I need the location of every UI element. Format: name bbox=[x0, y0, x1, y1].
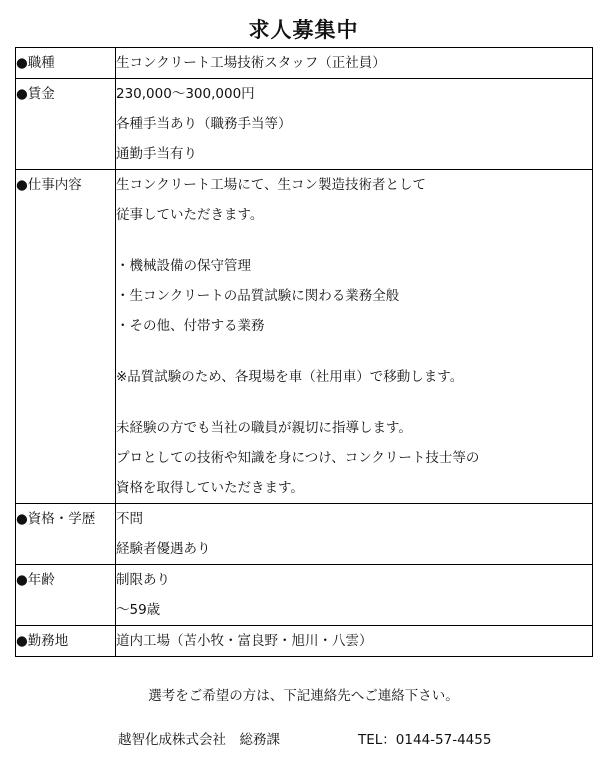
row-label: ●勤務地 bbox=[16, 626, 116, 657]
value-line: 230,000～300,000円 bbox=[116, 86, 255, 102]
row-value bbox=[116, 504, 593, 565]
value-line: 通勤手当有り bbox=[116, 146, 197, 162]
contact-message: 選考をご希望の方は、下記連絡先へご連絡下さい。 bbox=[148, 688, 459, 704]
table-row-qualifications bbox=[16, 504, 593, 565]
row-value bbox=[116, 626, 593, 657]
value-line: ・その他、付帯する業務 bbox=[116, 318, 265, 334]
value-line: プロとしての技術や知識を身につけ、コンクリート技士等の bbox=[116, 450, 480, 466]
phone-number: TEL：0144-57-4455 bbox=[358, 732, 492, 748]
table-row-job-description bbox=[16, 170, 593, 504]
table-row-job-type bbox=[16, 48, 593, 79]
row-label: ●職種 bbox=[16, 48, 116, 79]
table-row-wage bbox=[16, 79, 593, 170]
row-label: ●賃金 bbox=[16, 79, 116, 170]
row-label: ●資格・学歴 bbox=[16, 504, 116, 565]
row-value bbox=[116, 170, 593, 504]
value-line: 各種手当あり（職務手当等） bbox=[116, 116, 292, 132]
table-row-work-location bbox=[16, 626, 593, 657]
value-line: 生コンクリート工場技術スタッフ（正社員） bbox=[116, 55, 386, 71]
company-name: 越智化成株式会社 総務課 bbox=[118, 732, 280, 748]
value-line: ・生コンクリートの品質試験に関わる業務全般 bbox=[116, 288, 400, 304]
page-title: 求人募集中 bbox=[248, 18, 359, 42]
table-row-age bbox=[16, 565, 593, 626]
value-line: ・機械設備の保守管理 bbox=[116, 258, 251, 274]
value-line: 資格を取得していただきます。 bbox=[116, 480, 304, 496]
row-label: ●年齢 bbox=[16, 565, 116, 626]
row-label: ●仕事内容 bbox=[16, 170, 116, 504]
value-line: 経験者優遇あり bbox=[116, 541, 211, 557]
value-line: 生コンクリート工場にて、生コン製造技術者として bbox=[116, 177, 426, 193]
value-line: ～59歳 bbox=[116, 602, 161, 618]
value-line: 未経験の方でも当社の職員が親切に指導します。 bbox=[116, 420, 412, 436]
value-line: 道内工場（苫小牧・富良野・旭川・八雲） bbox=[116, 633, 373, 649]
row-value bbox=[116, 565, 593, 626]
job-details-table bbox=[15, 47, 593, 657]
row-value bbox=[116, 79, 593, 170]
row-value bbox=[116, 48, 593, 79]
value-line: 不問 bbox=[116, 511, 143, 527]
value-line: 従事していただきます。 bbox=[116, 207, 264, 223]
value-line: 制限あり bbox=[116, 572, 170, 588]
value-line: ※品質試験のため、各現場を車（社用車）で移動します。 bbox=[116, 369, 464, 385]
